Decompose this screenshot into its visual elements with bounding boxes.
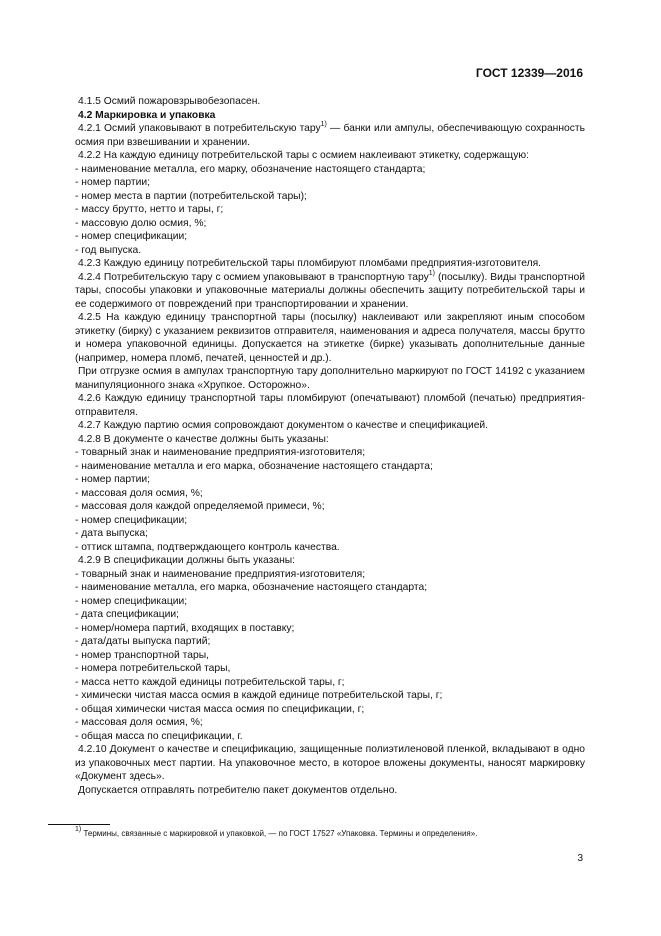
document-id-header: ГОСТ 12339—2016 — [475, 66, 583, 80]
list-item: - масса нетто каждой единицы потребительской тары, г; — [75, 676, 345, 688]
list-item: - товарный знак и наименование предприятия-изготовителя; — [75, 447, 366, 458]
clause-4-1-5: 4.1.5 Осмий пожаровзрывобезопасен. — [78, 96, 261, 107]
list-item: - номер спецификации; — [75, 514, 188, 526]
list-item: - массу брутто, нетто и тары, г; — [75, 204, 224, 215]
clause-4-2-8: 4.2.8 В документе о качестве должны быть указаны: — [78, 433, 329, 445]
list-item: - массовая доля осмия, %; — [75, 487, 203, 499]
list-item: - год выпуска. — [75, 244, 142, 256]
footnote-text: Термины, связанные с маркировкой и упаковкой, — по ГОСТ 17527 «Упаковка. Термины и определения». — [81, 829, 478, 838]
list-4-2-9 — [75, 568, 585, 744]
section-heading-4-2: 4.2 Маркировка и упаковка — [78, 109, 216, 121]
clause-4-2-10-paragraph-2: Допускается отправлять потребителю пакет документов отдельно. — [78, 784, 398, 796]
list-item: - массовая доля каждой определяемой примеси, %; — [75, 501, 325, 512]
list-item: - дата/даты выпуска партий; — [75, 636, 211, 647]
list-item: - наименование металла и его марка, обозначение настоящего стандарта; — [75, 460, 433, 472]
list-item: - наименование металла, его марка, обозначение настоящего стандарта; — [75, 582, 428, 593]
list-item: - дата спецификации; — [75, 609, 180, 620]
clause-4-2-5-paragraph-2: При отгрузке осмия в ампулах транспортную тару дополнительно маркируют по ГОСТ 14192 с указанием манипуляционного знака «Хрупкое. Осторожно». — [75, 366, 585, 391]
list-item: - химически чистая масса осмия в каждой единице потребительской тары, г; — [75, 690, 443, 701]
footnote-marker: 1) — [75, 826, 82, 833]
clause-4-2-7: 4.2.7 Каждую партию осмия сопровождают документом о качестве и спецификацией. — [78, 420, 489, 431]
document-body — [75, 95, 585, 797]
list-item: - дата выпуска; — [75, 528, 148, 539]
footnote-divider — [48, 824, 110, 825]
list-item: - номер места в партии (потребительской тары); — [75, 190, 307, 202]
clause-4-2-4-text-b: (посылку). Виды транспортной тары, способы упаковки и упаковочные материалы должны обеспечить защиту потребительской тары и ее содержимого от повреждений при транспортировании и хранении. — [75, 271, 585, 310]
footnote — [75, 826, 595, 838]
clause-4-2-1 — [75, 122, 585, 149]
list-item: - номера потребительской тары, — [75, 663, 231, 674]
clause-4-2-4 — [75, 271, 585, 312]
list-item: - товарный знак и наименование предприятия-изготовителя; — [75, 568, 366, 580]
clause-4-2-5: 4.2.5 На каждую единицу транспортной тары (посылку) наклеивают или закрепляют иным способом этикетку (бирку) с указанием реквизитов отправителя, наименования и адреса получателя, массы брутто и номера упаковочной единицы. Допускается на этикетке (бирке) указывать дополнительные данные (например, номера пломб, печатей, ценностей и др.). — [75, 312, 585, 364]
clause-4-2-1-text-b: — банки или ампулы, обеспечивающую сохранность осмия при взвешивании и хранении. — [75, 123, 585, 148]
clause-4-2-10: 4.2.10 Документ о качестве и спецификацию, защищенные полиэтиленовой пленкой, вкладывают в одно из упаковочных мест партии. На упаковочное место, в которое вложены документы, наносят маркировку «Документ здесь». — [75, 744, 585, 782]
list-item: - номер партии; — [75, 474, 150, 485]
footnote-ref: 1) — [428, 269, 435, 277]
list-item: - общая масса по спецификации, г. — [75, 730, 243, 742]
clause-4-2-6: 4.2.6 Каждую единицу транспортной тары пломбируют (опечатывают) пломбой (печатью) предприятия-отправителя. — [75, 393, 585, 418]
page-number: 3 — [577, 853, 583, 864]
clause-4-2-1-text-a: 4.2.1 Осмий упаковывают в потребительскую тару — [78, 123, 321, 134]
clause-4-2-3: 4.2.3 Каждую единицу потребительской тары пломбируют пломбами предприятия-изготовителя. — [78, 258, 542, 269]
list-item: - общая химически чистая масса осмия по спецификации, г; — [75, 703, 365, 715]
clause-4-2-9: 4.2.9 В спецификации должны быть указаны: — [78, 555, 296, 566]
list-4-2-8 — [75, 446, 585, 554]
list-4-2-2 — [75, 163, 585, 258]
list-item: - номер/номера партий, входящих в поставку; — [75, 622, 295, 634]
list-item: - наименование металла, его марку, обозначение настоящего стандарта; — [75, 163, 426, 175]
clause-4-2-2: 4.2.2 На каждую единицу потребительской тары с осмием наклеивают этикетку, содержащую: — [78, 150, 529, 161]
list-item: - массовую долю осмия, %; — [75, 217, 207, 229]
list-item: - номер спецификации; — [75, 595, 188, 607]
list-item: - оттиск штампа, подтверждающего контроль качества. — [75, 541, 340, 553]
list-item: - номер партии; — [75, 177, 150, 188]
footnote-ref: 1) — [320, 121, 327, 128]
list-item: - номер спецификации; — [75, 231, 188, 242]
clause-4-2-4-text-a: 4.2.4 Потребительскую тару с осмием упаковывают в транспортную тару — [78, 271, 429, 283]
list-item: - массовая доля осмия, %; — [75, 717, 203, 728]
list-item: - номер транспортной тары, — [75, 649, 209, 661]
